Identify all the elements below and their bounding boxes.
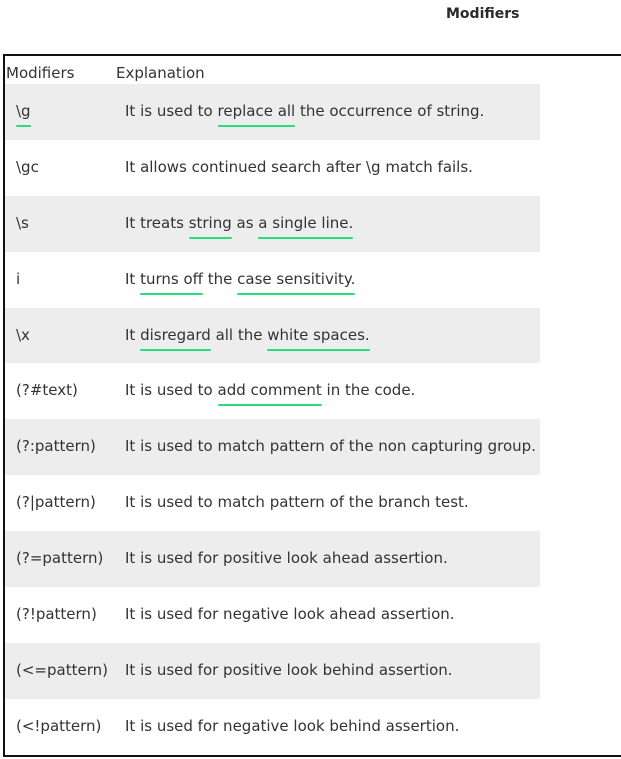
table-row [5,363,540,419]
explanation-text: in the code. [321,381,416,400]
explanation-text: as [231,213,259,232]
modifiers-table [3,54,621,757]
explanation-cell [125,214,353,232]
explanation-text: the [202,269,238,288]
explanation-cell [125,493,469,511]
table-row [5,84,540,140]
explanation-cell [125,270,355,288]
highlighted-text: case sensitivity. [237,269,356,288]
explanation-cell [125,717,459,735]
table-row [5,308,540,364]
explanation-cell [125,326,370,344]
explanation-cell [125,661,453,679]
explanation-cell [125,605,455,623]
table-row [5,196,540,252]
modifier-cell: (?=pattern) [16,549,104,568]
modifier-cell: (<!pattern) [16,716,102,735]
table-row [5,140,540,196]
table-row [5,587,540,643]
explanation-cell [125,549,448,567]
modifier-cell: (<=pattern) [16,660,108,679]
modifier-cell: (?!pattern) [16,605,97,624]
explanation-cell [125,158,473,176]
highlighted-text: replace all [217,102,296,120]
highlighted-text: add comment [217,381,322,400]
table-row [5,699,540,755]
modifier-cell: (?:pattern) [16,437,96,456]
table-row [5,419,540,475]
modifier-cell: i [16,269,21,288]
page-title: Modifiers [446,6,520,22]
explanation-cell [125,102,484,120]
highlighted-text: turns off [140,269,203,288]
table-row [5,252,540,308]
explanation-text: It [125,269,141,288]
table-row [5,475,540,531]
explanation-text: It is used for negative look ahead assertion. [125,605,455,624]
explanation-text: It is used for positive look ahead assertion. [125,549,448,568]
explanation-text: It is used to [125,102,218,120]
explanation-text: It treats [125,213,189,232]
explanation-text: all the [210,325,268,344]
modifier-cell: \x [16,325,30,344]
modifier-cell: \s [16,213,29,232]
modifier-cell: \gc [16,157,39,176]
explanation-text: It is used to match pattern of the non capturing group. [125,437,536,456]
explanation-text: It [125,325,141,344]
explanation-text: It is used to match pattern of the branch test. [125,493,469,512]
highlighted-text: a single line. [258,213,354,232]
highlighted-text: white spaces. [267,325,370,344]
table-body [5,84,540,755]
explanation-text: the occurrence of string. [295,102,485,120]
explanation-cell [125,381,415,399]
explanation-cell [125,437,536,455]
highlighted-text: string [188,213,232,232]
modifier-cell: (?#text) [16,381,78,400]
explanation-text: It is used for negative look behind assertion. [125,716,460,735]
highlighted-text: disregard [140,325,211,344]
table-header-row [5,56,540,84]
modifier-cell: \g [16,102,31,120]
explanation-text: It allows continued search after \g match fails. [125,157,473,176]
table-row [5,531,540,587]
header-explanation: Explanation [116,64,205,82]
modifier-cell: (?|pattern) [16,493,96,512]
table-row [5,643,540,699]
explanation-text: It is used to [125,381,218,400]
header-modifiers: Modifiers [6,64,75,82]
explanation-text: It is used for positive look behind assertion. [125,660,453,679]
